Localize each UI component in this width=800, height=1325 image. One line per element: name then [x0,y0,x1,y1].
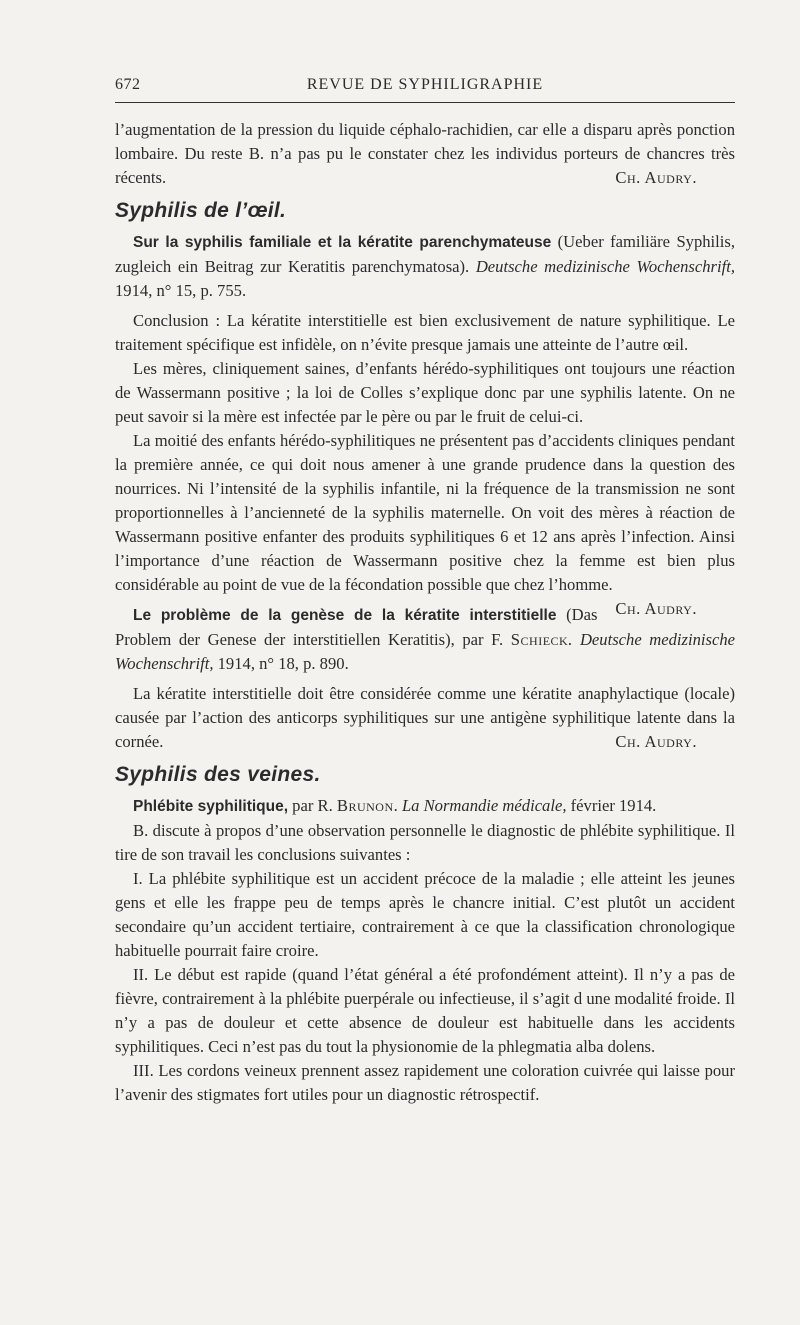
journal-ref: 1914, n° 18, p. 890. [213,654,349,673]
paragraph: III. Les cordons veineux prennent assez rapidement une coloration cuivrée qui laisse pour l’avenir des stigmates fort utiles pour un diagnostic rétrospectif. [115,1061,735,1104]
article-title: Le problème de la genèse de la kératite interstitielle [133,607,557,624]
paragraph-text: La kératite interstitielle doit être considérée comme une kératite anaphylactique (locale) causée par l’action des anticorps syphilitiques sur une antigène syphilitique latente dans la cornée. [115,684,735,751]
author-name: Schieck [510,630,569,649]
paragraph [115,682,735,754]
paragraph: B. discute à propos d’une observation personnelle le diagnostic de phlébite syphilitique. Il tire de son travail les conclusions suivantes : [115,821,735,864]
article-title: Phlébite syphilitique, [133,798,289,815]
journal-ref: février 1914. [566,796,657,815]
paragraph: II. Le début est rapide (quand l’état général a été profondément atteint). Il n’y a pas de fièvre, contrairement à la phlébite puerpérale ou infectieuse, il s’agit d une modalité froide. Il n’y a pas de douleur et cette absence de douleur est habituelle dans les accidents syphilitiques. Ceci n’est pas du tout la physionomie de la phlegmatia alba dolens. [115,965,735,1056]
header-rule [115,102,735,103]
section-title-eye: Syphilis de l’œil. [115,199,287,222]
article-title: Sur la syphilis familiale et la kératite parenchymateuse [133,234,552,251]
paragraph: I. La phlébite syphilitique est un accident précoce de la maladie ; elle atteint les jeunes gens et elle les frappe peu de temps après le chancre initial. C’est plutôt un accident secondaire qu’un accident tertiaire, contrairement à ce que la classification chronologique habituelle pourrait faire croire. [115,869,735,960]
page-header [115,76,735,98]
author-name: Brunon [336,796,394,815]
journal-name: . Deutsche medizinische Wochenschrift, [115,630,735,673]
article-heading [115,230,735,303]
paragraph: Les mères, cliniquement saines, d’enfants hérédo-syphilitiques ont toujours une réaction de Wassermann positive ; la loi de Colles s’explique donc par une syphilis latente. On ne peut savoir si la mère est infectée par le père ou par le fruit de celui-ci. [115,359,735,426]
section-title-veins: Syphilis des veines. [115,763,321,786]
article-subtitle: (Das Problem der Genese der interstitiellen Keratitis), par F. [115,605,598,649]
journal-name: La Normandie médicale, [401,796,567,815]
signature: Ch. Audry. [615,168,697,187]
signature: Ch. Audry. [615,599,697,618]
paragraph-text: La moitié des enfants hérédo-syphilitiques ne présentent pas d’accidents cliniques pendant la première année, ce qui doit nous amener à une grande prudence dans la question des nourrices. Ni l’intensité de la syphilis infantile, ni la fréquence de la transmission ne sont proportionnelles à l’ancienneté de la syphilis maternelle. On voit des mères à réaction de Wassermann positive enfanter des produits syphilitiques 6 et 12 ans après l’infection. Ainsi l’importance d’une réaction de Wassermann positive chez la femme est bien plus considérable au point de vue de la fécondation possible que chez l’homme. [115,431,735,594]
journal-name: Deutsche medizinische Wochenschrift, [475,257,735,276]
intro-paragraph [115,118,735,190]
intro-text: l’augmentation de la pression du liquide céphalo-rachidien, car elle a disparu après ponction lombaire. Du reste B. n’a pas pu le constater chez les individus porteurs de chancres très récents. [115,120,735,187]
article-subtitle: (Ueber familiäre Syphilis, zugleich ein Beitrag zur Keratitis parenchymatosa). [115,232,735,276]
article-by: par R. [288,796,337,815]
page-body [115,118,735,1107]
paragraph: Conclusion : La kératite interstitielle est bien exclusivement de nature syphilitique. Le traitement spécifique est infidèle, on n’évite presque jamais une atteinte de l’autre œil. [115,311,735,354]
journal-ref: 1914, n° 15, p. 755. [115,281,247,300]
signature: Ch. Audry. [615,732,697,751]
separator: . [393,796,402,815]
page-number: 672 [115,76,141,93]
running-title: REVUE DE SYPHILIGRAPHIE [306,76,544,93]
article-heading [115,794,735,819]
